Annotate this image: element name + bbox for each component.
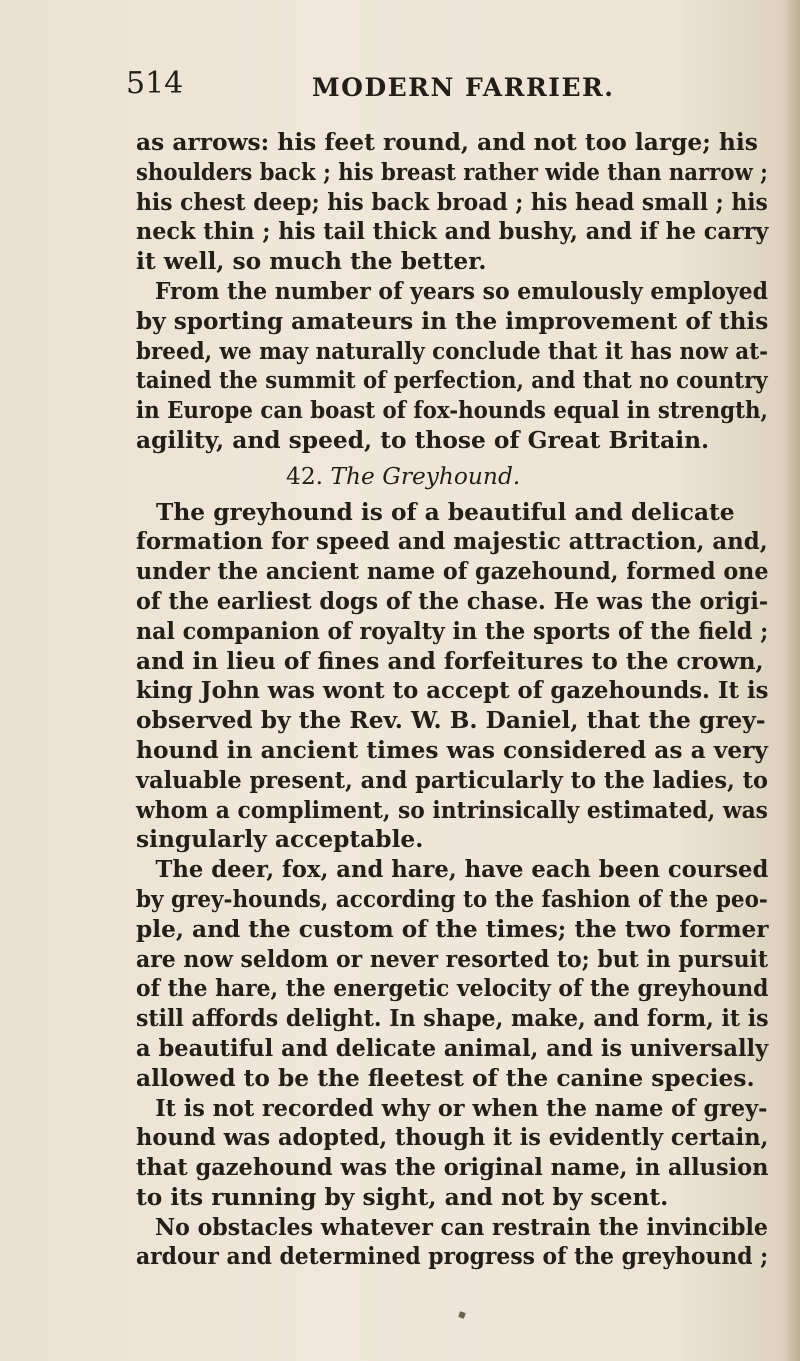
text-line: a beautiful and delicate animal, and is universally bbox=[136, 1034, 769, 1062]
text-line: singularly acceptable. bbox=[136, 826, 424, 854]
text-line: of the earliest dogs of the chase. He was the origi- bbox=[136, 587, 769, 615]
paragraph bbox=[136, 1213, 768, 1273]
text-line: ple, and the custom of the times; the two former bbox=[136, 915, 769, 943]
paragraph bbox=[136, 855, 768, 1093]
text-line: breed, we may naturally conclude that it has now at- bbox=[136, 337, 769, 365]
text-line: hound in ancient times was considered as a very bbox=[136, 736, 768, 764]
text-line: nal companion of royalty in the sports of the field ; bbox=[136, 617, 769, 645]
text-line: whom a compliment, so intrinsically estimated, was bbox=[136, 796, 768, 824]
text-line: ardour and determined progress of the greyhound ; bbox=[136, 1243, 769, 1271]
text-line: by grey-hounds, according to the fashion of the peo- bbox=[136, 885, 768, 913]
text-line: to its running by sight, and not by scent. bbox=[136, 1183, 669, 1211]
page-number: 514 bbox=[126, 66, 184, 101]
text-line: From the number of years so emulously employed bbox=[154, 277, 768, 305]
paragraph bbox=[136, 498, 768, 856]
paragraph bbox=[136, 1094, 768, 1213]
text-line: hound was adopted, though it is evidently certain, bbox=[136, 1124, 769, 1152]
text-line: it well, so much the better. bbox=[136, 248, 487, 276]
text-line: as arrows: his feet round, and not too large; his bbox=[136, 129, 758, 156]
section-number: 42. bbox=[286, 462, 324, 490]
text-line: king John was wont to accept of gazehounds. It is bbox=[136, 677, 769, 705]
text-line: in Europe can boast of fox-hounds equal in strength, bbox=[136, 397, 768, 425]
text-line: formation for speed and majestic attraction, and, bbox=[136, 528, 768, 556]
text-line: of the hare, the energetic velocity of the greyhound bbox=[136, 975, 769, 1003]
text-line: that gazehound was the original name, in allusion bbox=[136, 1154, 769, 1182]
text-line: are now seldom or never resorted to; but in pursuit bbox=[136, 945, 769, 973]
text-line: The deer, fox, and hare, have each been coursed bbox=[155, 856, 769, 884]
body-text bbox=[136, 128, 768, 1272]
text-line: under the ancient name of gazehound, formed one bbox=[136, 558, 769, 586]
text-line: shoulders back ; his breast rather wide than narrow ; bbox=[136, 158, 768, 186]
printer-mark-icon bbox=[458, 1311, 466, 1319]
text-line: The greyhound is of a beautiful and delicate bbox=[156, 498, 735, 526]
text-line: neck thin ; his tail thick and bushy, and if he carry bbox=[136, 218, 769, 246]
page-header bbox=[126, 66, 786, 106]
page-edge-shadow bbox=[786, 0, 800, 1361]
running-head: MODERN FARRIER. bbox=[312, 73, 615, 102]
text-line: agility, and speed, to those of Great Britain. bbox=[136, 426, 710, 454]
text-line: still affords delight. In shape, make, and form, it is bbox=[136, 1005, 769, 1033]
text-line: No obstacles whatever can restrain the invincible bbox=[154, 1213, 768, 1241]
text-line: allowed to be the fleetest of the canine species. bbox=[136, 1064, 755, 1092]
section-heading bbox=[136, 462, 768, 492]
section-title: The Greyhound. bbox=[330, 462, 521, 490]
text-line: and in lieu of fines and forfeitures to the crown, bbox=[136, 647, 764, 675]
text-line: valuable present, and particularly to the ladies, to bbox=[136, 766, 769, 794]
text-line: observed by the Rev. W. B. Daniel, that the grey- bbox=[136, 707, 766, 735]
text-line: It is not recorded why or when the name of grey- bbox=[155, 1094, 768, 1122]
text-line: his chest deep; his back broad ; his head small ; his bbox=[136, 188, 768, 216]
text-line: tained the summit of perfection, and that no country bbox=[136, 367, 768, 395]
paragraph bbox=[136, 128, 768, 277]
paragraph bbox=[136, 277, 768, 456]
text-line: by sporting amateurs in the improvement of this bbox=[136, 307, 769, 335]
